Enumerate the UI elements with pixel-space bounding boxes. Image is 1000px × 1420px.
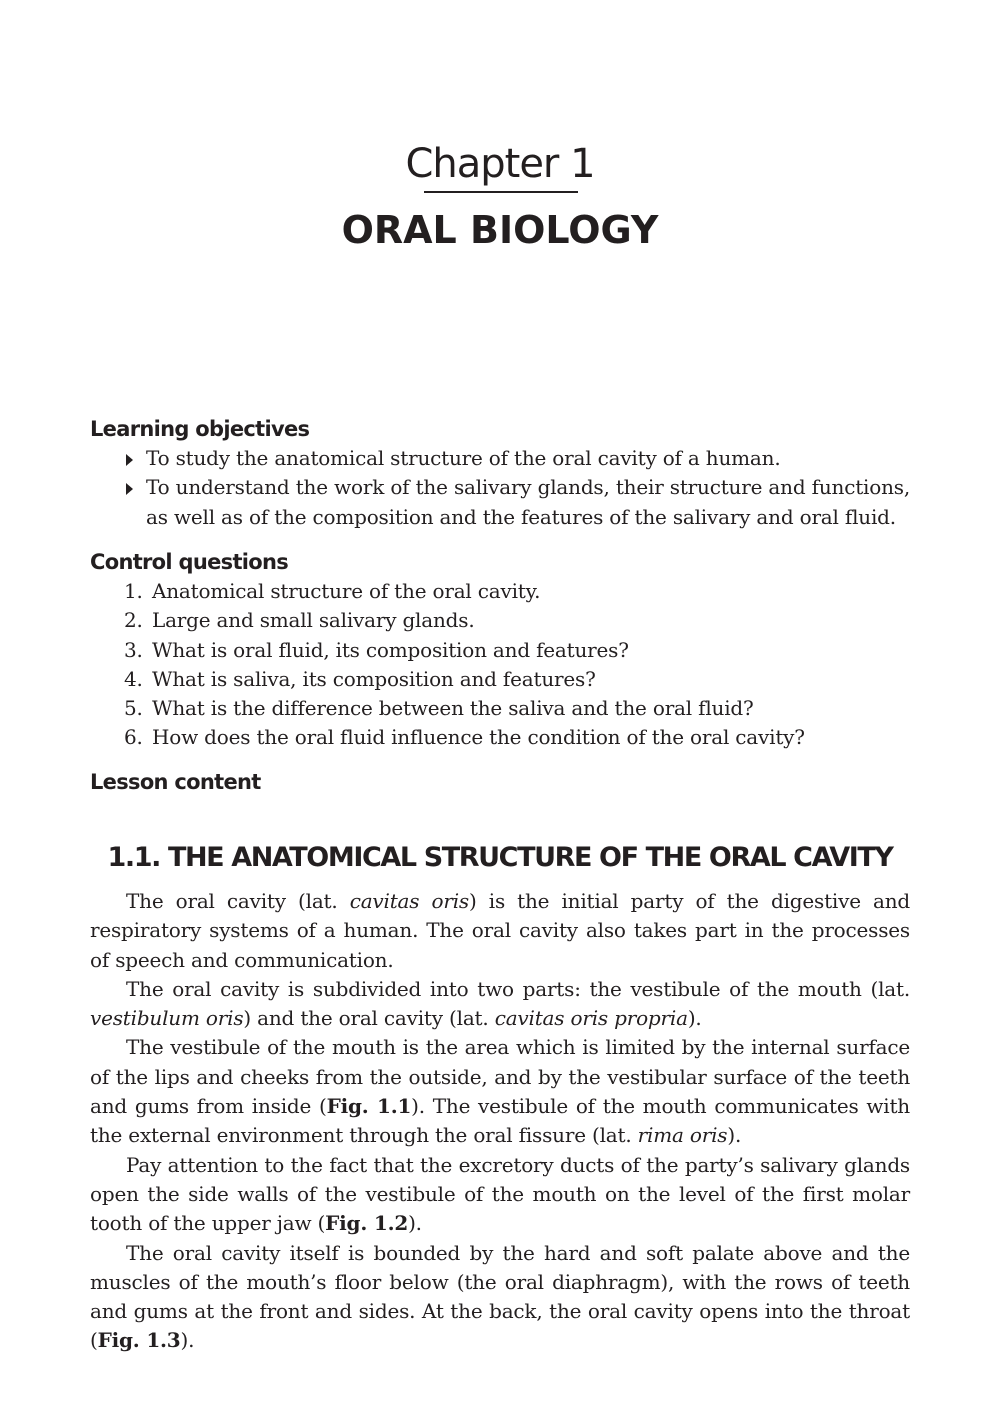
- latin-term: vestibulum oris: [90, 1006, 244, 1031]
- question-number: 3.: [124, 637, 143, 662]
- text-run: ).: [408, 1211, 422, 1236]
- question-text: What is the difference between the saliva and the oral fluid?: [152, 696, 754, 721]
- body-paragraph: [90, 1033, 910, 1150]
- text-run: The oral cavity is subdivided into two parts: the vestibule of the mouth (lat.: [126, 976, 910, 1001]
- bullet-triangle-icon: [126, 483, 133, 495]
- latin-term: cavitas oris: [349, 889, 469, 913]
- text-run: Pay attention to the fact that the excretory ducts of the party’s salivary glands open the side walls of the vestibule of the mouth on the level of the first molar tooth of the upper jaw (: [90, 1152, 910, 1236]
- question-item: [124, 665, 910, 694]
- question-item: [124, 606, 910, 635]
- question-text: Anatomical structure of the oral cavity.: [152, 579, 541, 603]
- control-questions-heading: Control questions: [90, 550, 289, 574]
- figure-reference: Fig. 1.1: [326, 1094, 412, 1119]
- text-run: The oral cavity (lat.: [126, 889, 350, 913]
- question-number: 1.: [124, 579, 143, 603]
- text-run: ) and the oral cavity (lat.: [243, 1006, 495, 1031]
- question-item: [124, 694, 910, 723]
- bullet-triangle-icon: [126, 454, 133, 466]
- question-text: What is saliva, its composition and features?: [152, 666, 596, 691]
- section-title: 1.1. THE ANATOMICAL STRUCTURE OF THE ORAL CAVITY: [107, 842, 893, 873]
- text-run: The vestibule of the mouth is the area which is limited by the internal surface of the lips and cheeks from the outside, and by the vestibular surface of the teeth and gums from inside (: [90, 1035, 910, 1119]
- question-number: 2.: [124, 608, 143, 633]
- question-item: [124, 577, 910, 606]
- latin-term: cavitas oris propria: [494, 1006, 688, 1031]
- objectives-list: [90, 444, 910, 532]
- body-paragraph: [90, 1239, 910, 1356]
- text-run: ).: [180, 1328, 195, 1353]
- figure-reference: Fig. 1.3: [97, 1328, 181, 1353]
- chapter-label: Chapter 1: [405, 141, 595, 187]
- question-number: 6.: [124, 725, 143, 750]
- question-text: What is oral fluid, its composition and features?: [152, 637, 629, 662]
- learning-objectives-heading: Learning objectives: [90, 417, 310, 441]
- objective-text: To understand the work of the salivary glands, their structure and functions, as well as of the composition and the features of the salivary and oral fluid.: [146, 475, 910, 529]
- section-body: [90, 887, 910, 1356]
- question-number: 4.: [124, 666, 143, 691]
- question-text: How does the oral fluid influence the condition of the oral cavity?: [152, 725, 805, 750]
- question-number: 5.: [124, 696, 143, 721]
- text-run: ). The vestibule of the mouth communicates with the external environment through the oral fissure (lat.: [90, 1094, 910, 1148]
- questions-list: [90, 577, 910, 753]
- text-run: ).: [727, 1123, 742, 1148]
- question-item: [124, 636, 910, 665]
- question-text: Large and small salivary glands.: [152, 608, 475, 633]
- chapter-underline: [424, 191, 578, 193]
- body-paragraph: [90, 1151, 910, 1239]
- chapter-title: ORAL BIOLOGY: [341, 208, 659, 252]
- objective-item: [126, 444, 910, 473]
- text-run: ) is the initial party of the digestive and respiratory systems of a human. The oral cavity also takes part in the processes of speech and communication.: [90, 889, 911, 972]
- objective-item: [126, 473, 910, 532]
- latin-term: rima oris: [637, 1123, 728, 1148]
- text-run: The oral cavity itself is bounded by the hard and soft palate above and the muscles of the mouth’s floor below (the oral diaphragm), with the rows of teeth and gums at the front and sides. At the back, the oral cavity opens into the throat (: [90, 1240, 910, 1353]
- text-run: ).: [687, 1006, 702, 1031]
- objective-text: To study the anatomical structure of the oral cavity of a human.: [146, 446, 781, 470]
- lesson-content-heading: Lesson content: [90, 770, 261, 794]
- control-questions-section: [90, 547, 910, 753]
- learning-objectives-section: [90, 414, 910, 532]
- body-paragraph: [90, 975, 910, 1034]
- lesson-content-section: [90, 767, 910, 797]
- figure-reference: Fig. 1.2: [325, 1211, 409, 1236]
- question-item: [124, 723, 910, 752]
- body-paragraph: [90, 887, 910, 975]
